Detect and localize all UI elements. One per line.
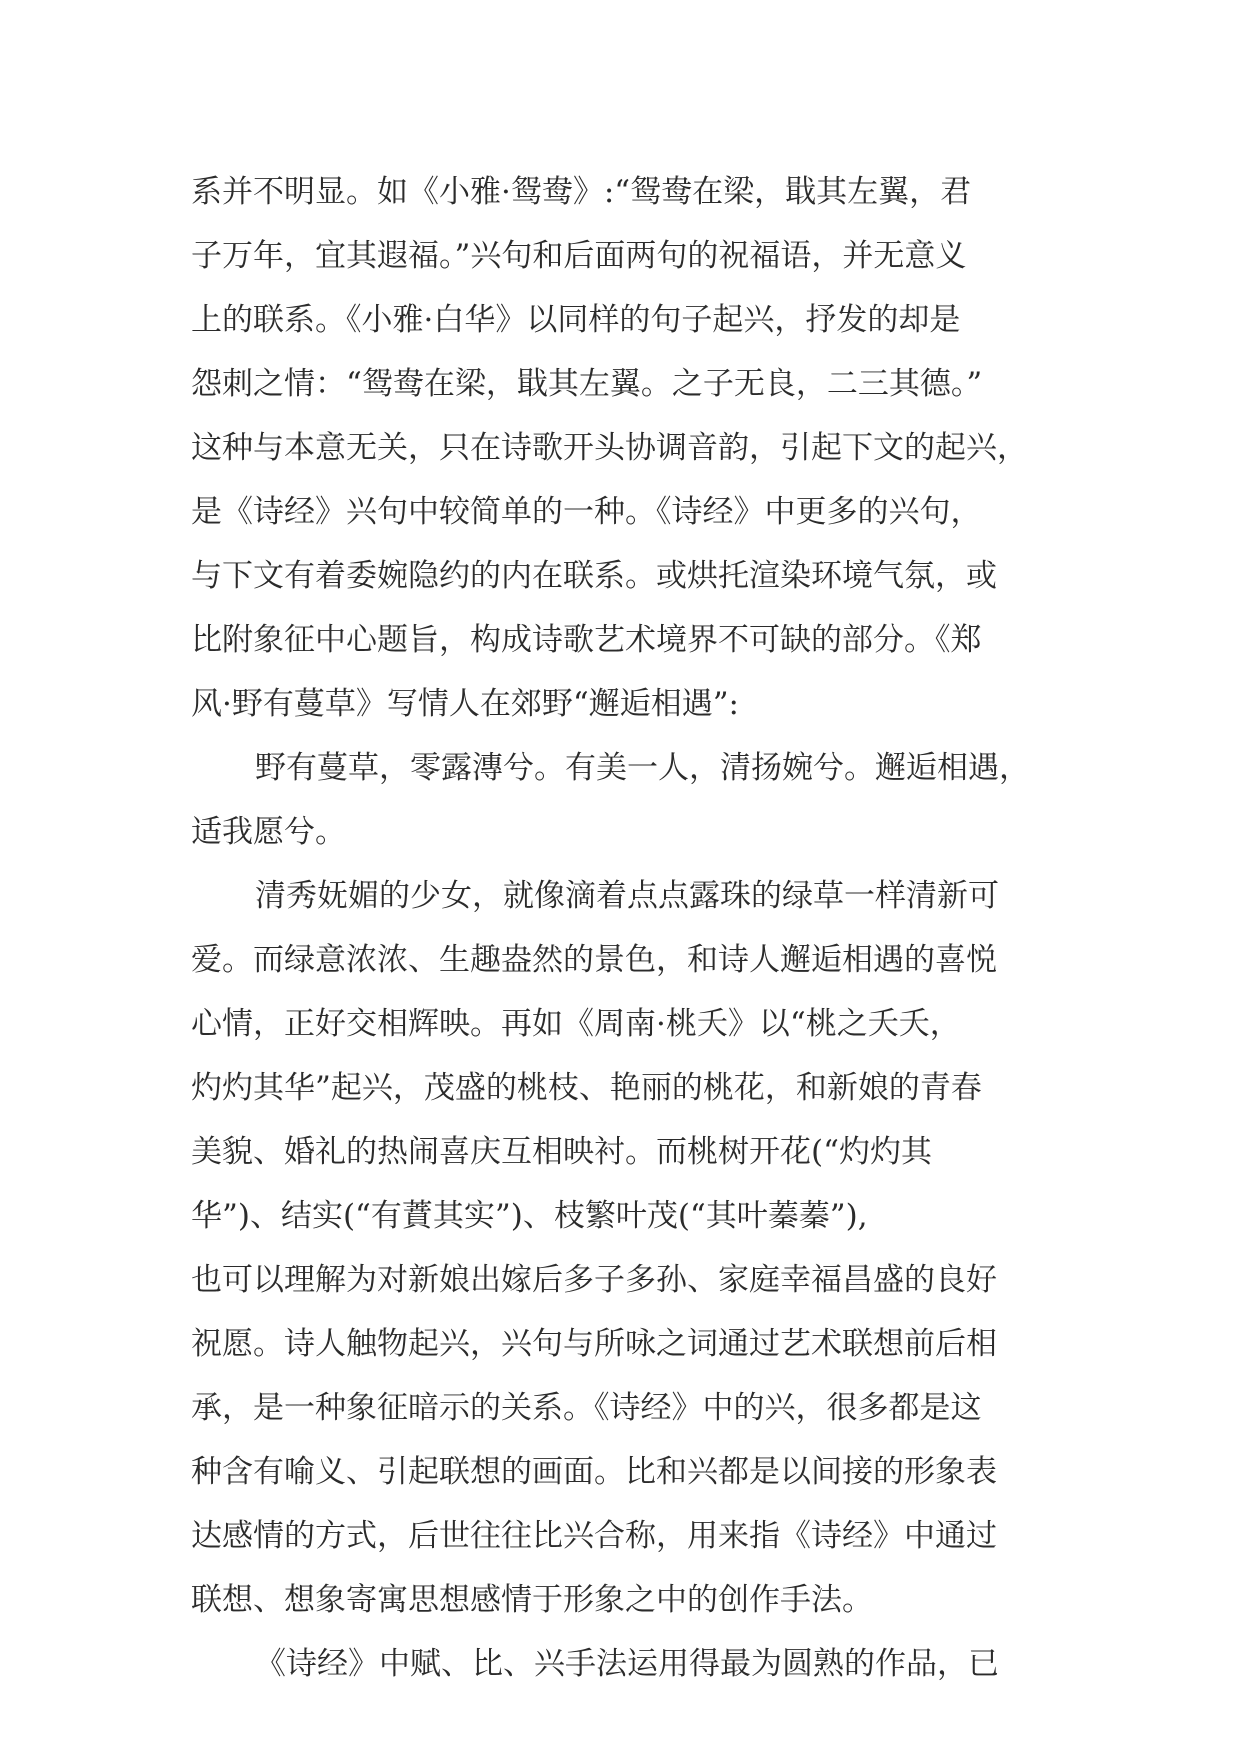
text-line: 承，是一种象征暗示的关系。《诗经》中的兴，很多都是这 <box>191 1390 982 1426</box>
text-line: 华”)、结实(“有蕡其实”)、枝繁叶茂(“其叶蓁蓁”), <box>191 1198 868 1234</box>
text-line: 风·野有蔓草》写情人在郊野“邂逅相遇”: <box>191 686 739 722</box>
text-line: 是《诗经》兴句中较简单的一种。《诗经》中更多的兴句， <box>191 494 982 530</box>
text-line: 系并不明显。如《小雅·鸳鸯》:“鸳鸯在梁，戢其左翼，君 <box>191 174 972 210</box>
text-line: 清秀妩媚的少女，就像滴着点点露珠的绿草一样清新可 <box>255 878 999 914</box>
text-line: 子万年，宜其遐福。”兴句和后面两句的祝福语，并无意义 <box>191 238 967 274</box>
text-line: 达感情的方式，后世往往比兴合称，用来指《诗经》中通过 <box>191 1518 997 1554</box>
body-text <box>191 160 1051 1696</box>
text-line: 《诗经》中赋、比、兴手法运用得最为圆熟的作品，已 <box>255 1646 999 1682</box>
text-line: 适我愿兮。 <box>191 814 346 850</box>
text-line: 这种与本意无关，只在诗歌开头协调音韵，引起下文的起兴， <box>191 430 1028 466</box>
text-line: 祝愿。诗人触物起兴，兴句与所咏之词通过艺术联想前后相 <box>191 1326 997 1362</box>
text-line: 爱。而绿意浓浓、生趣盎然的景色，和诗人邂逅相遇的喜悦 <box>191 942 997 978</box>
text-line: 上的联系。《小雅·白华》以同样的句子起兴，抒发的却是 <box>191 302 961 338</box>
text-line: 野有蔓草，零露漙兮。有美一人，清扬婉兮。邂逅相遇， <box>255 750 1030 786</box>
text-line: 与下文有着委婉隐约的内在联系。或烘托渲染环境气氛，或 <box>191 558 997 594</box>
text-line: 联想、想象寄寓思想感情于形象之中的创作手法。 <box>191 1582 873 1618</box>
text-line: 怨刺之情：“鸳鸯在梁，戢其左翼。之子无良，二三其德。” <box>191 366 983 402</box>
text-line: 也可以理解为对新娘出嫁后多子多孙、家庭幸福昌盛的良好 <box>191 1262 997 1298</box>
text-line: 种含有喻义、引起联想的画面。比和兴都是以间接的形象表 <box>191 1454 997 1490</box>
text-line: 心情，正好交相辉映。再如《周南·桃夭》以“桃之夭夭， <box>191 1006 961 1042</box>
text-line: 美貌、婚礼的热闹喜庆互相映衬。而桃树开花(“灼灼其 <box>191 1134 932 1170</box>
text-line: 灼灼其华”起兴，茂盛的桃枝、艳丽的桃花，和新娘的青春 <box>191 1070 982 1106</box>
text-line: 比附象征中心题旨，构成诗歌艺术境界不可缺的部分。《郑 <box>191 622 982 658</box>
